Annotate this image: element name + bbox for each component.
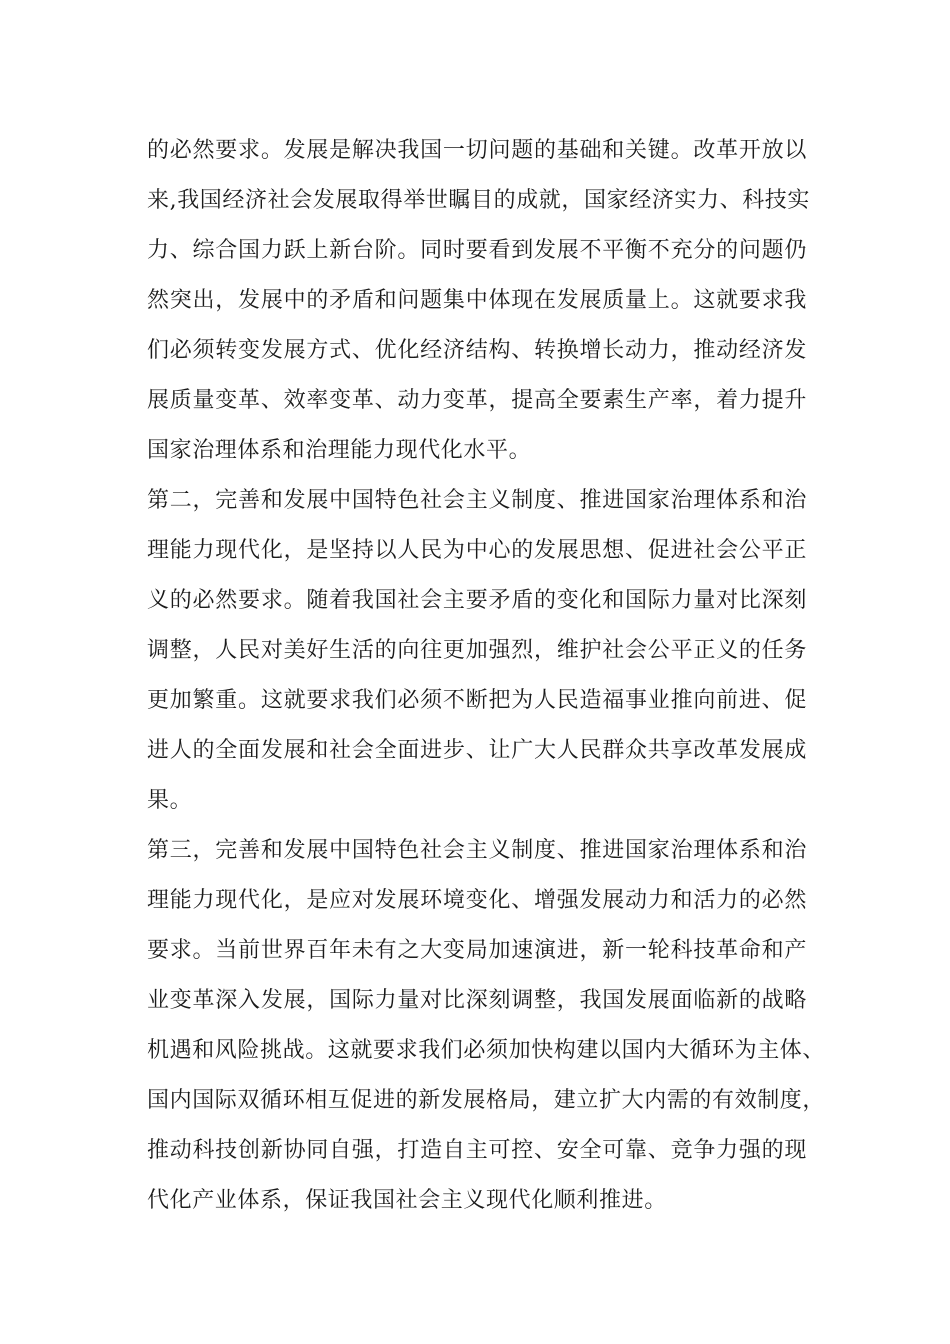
text-line: 义的必然要求。随着我国社会主要矛盾的变化和国际力量对比深刻 — [147, 588, 807, 613]
text-line: 国家治理体系和治理能力现代化水平。 — [147, 438, 532, 463]
text-line: 推动科技创新协同自强，打造自主可控、安全可靠、竞争力强的现 — [147, 1138, 807, 1163]
document-body — [147, 126, 826, 1226]
text-line: 来,我国经济社会发展取得举世瞩目的成就，国家经济实力、科技实 — [147, 188, 810, 213]
text-line: 展质量变革、效率变革、动力变革，提高全要素生产率，着力提升 — [147, 388, 807, 413]
text-line: 进人的全面发展和社会全面进步、让广大人民群众共享改革发展成 — [147, 738, 807, 763]
text-line: 理能力现代化，是坚持以人民为中心的发展思想、促进社会公平正 — [147, 538, 807, 563]
text-line: 第三，完善和发展中国特色社会主义制度、推进国家治理体系和治 — [147, 838, 807, 863]
text-line: 代化产业体系，保证我国社会主义现代化顺利推进。 — [147, 1188, 667, 1213]
text-line: 然突出，发展中的矛盾和问题集中体现在发展质量上。这就要求我 — [147, 288, 807, 313]
text-line: 理能力现代化，是应对发展环境变化、增强发展动力和活力的必然 — [147, 888, 807, 913]
text-line: 的必然要求。发展是解决我国一切问题的基础和关键。改革开放以 — [147, 138, 807, 163]
text-line: 果。 — [147, 788, 193, 813]
text-line: 要求。当前世界百年未有之大变局加速演进，新一轮科技革命和产 — [147, 938, 807, 963]
text-line: 第二，完善和发展中国特色社会主义制度、推进国家治理体系和治 — [147, 488, 807, 513]
text-line: 们必须转变发展方式、优化经济结构、转换增长动力，推动经济发 — [147, 338, 807, 363]
text-line: 国内国际双循环相互促进的新发展格局，建立扩大内需的有效制度， — [147, 1088, 826, 1113]
text-line: 机遇和风险挑战。这就要求我们必须加快构建以国内大循环为主体、 — [147, 1038, 826, 1063]
text-line: 业变革深入发展，国际力量对比深刻调整，我国发展面临新的战略 — [147, 988, 807, 1013]
text-line: 力、综合国力跃上新台阶。同时要看到发展不平衡不充分的问题仍 — [147, 238, 807, 263]
text-line: 更加繁重。这就要求我们必须不断把为人民造福事业推向前进、促 — [147, 688, 807, 713]
text-line: 调整，人民对美好生活的向往更加强烈，维护社会公平正义的任务 — [147, 638, 807, 663]
